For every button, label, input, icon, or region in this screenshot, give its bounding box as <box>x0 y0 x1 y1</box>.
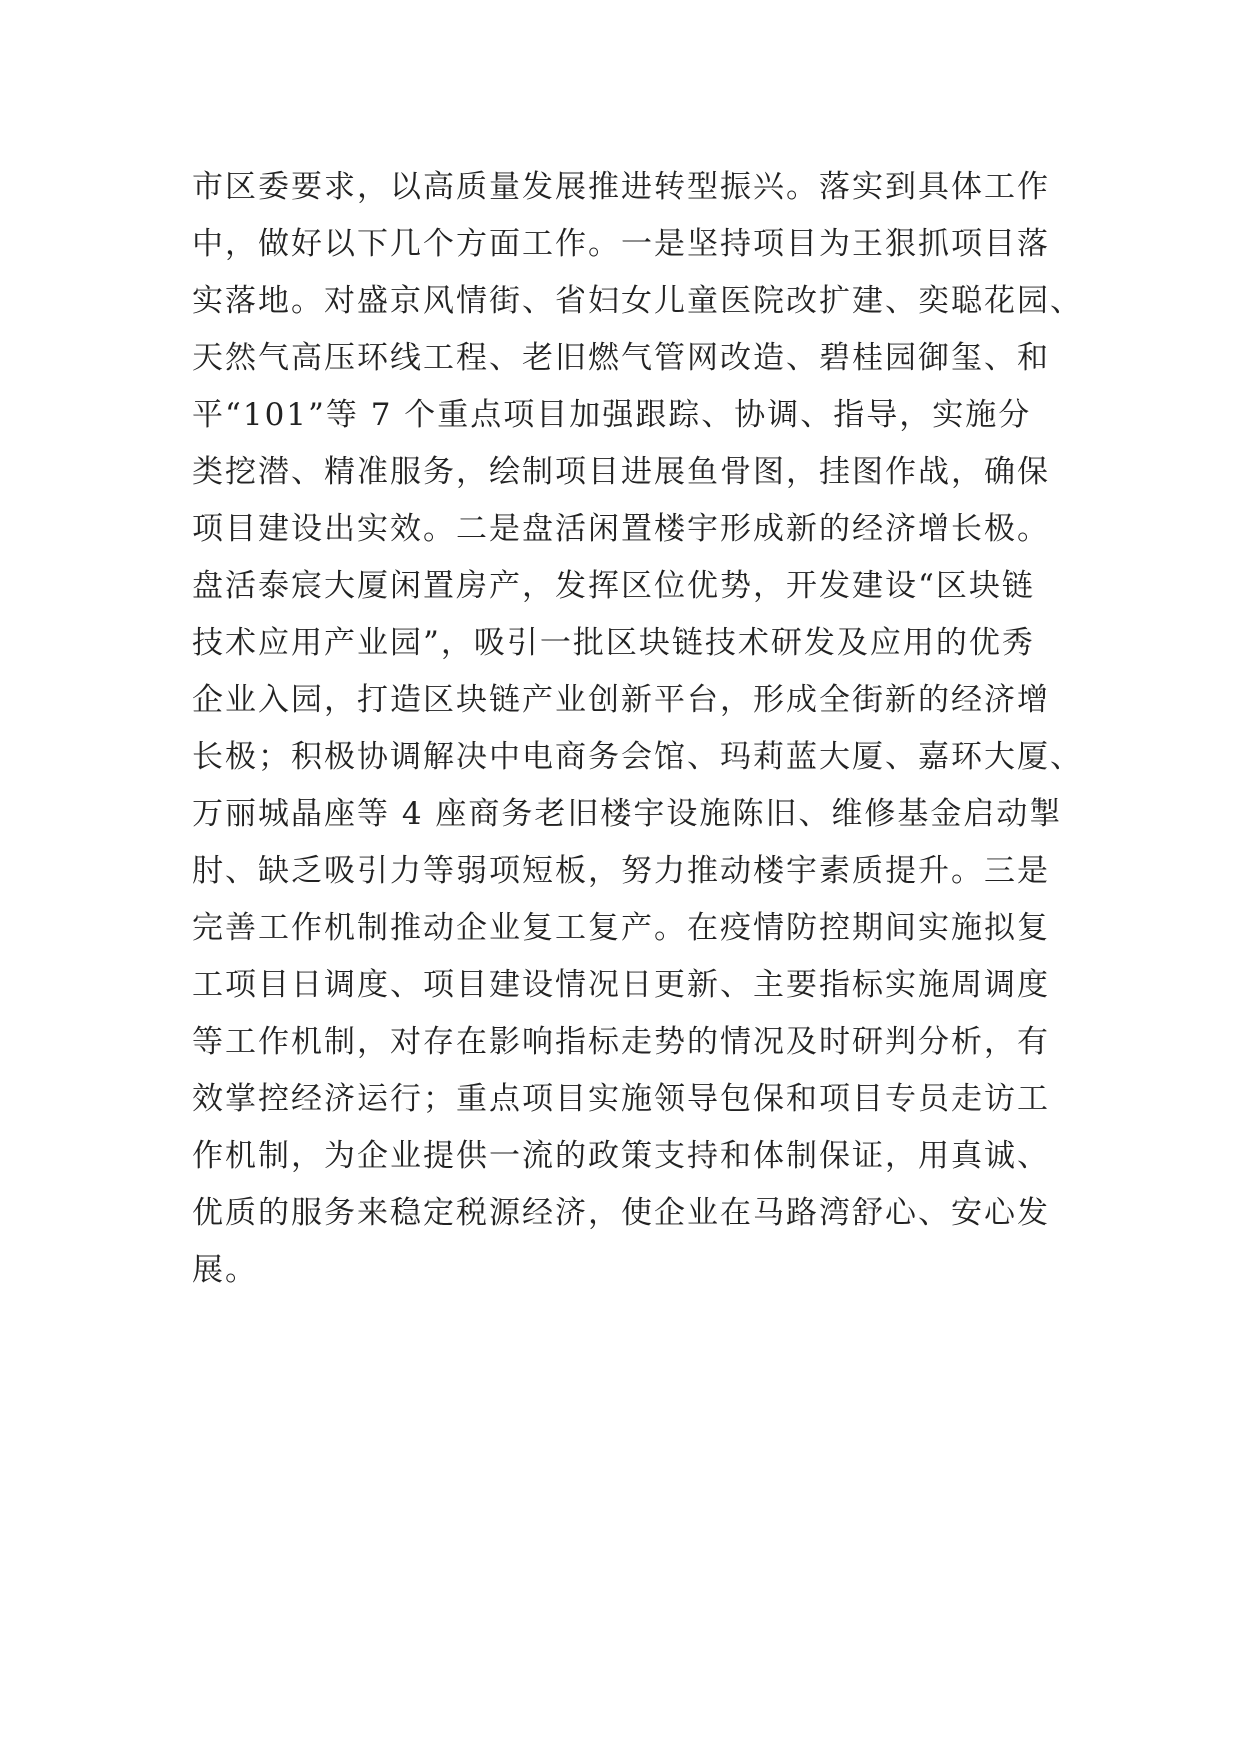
paragraph-line: 市区委要求，以高质量发展推进转型振兴。落实到具体工作 <box>192 169 1050 205</box>
body-paragraph <box>192 159 1092 1299</box>
paragraph-line: 技术应用产业园”，吸引一批区块链技术研发及应用的优秀 <box>192 625 1035 661</box>
paragraph-line: 中，做好以下几个方面工作。一是坚持项目为王狠抓项目落 <box>192 226 1050 262</box>
paragraph-line: 实落地。对盛京风情街、省妇女儿童医院改扩建、奕聪花园、 <box>192 283 1083 319</box>
paragraph-line: 盘活泰宸大厦闲置房产，发挥区位优势，开发建设“区块链 <box>192 568 1035 604</box>
paragraph-line: 项目建设出实效。二是盘活闲置楼宇形成新的经济增长极。 <box>192 511 1050 547</box>
paragraph-line: 展。 <box>192 1252 258 1288</box>
paragraph-line: 类挖潜、精准服务，绘制项目进展鱼骨图，挂图作战，确保 <box>192 454 1050 490</box>
paragraph-line: 万丽城晶座等 4 座商务老旧楼宇设施陈旧、维修基金启动掣 <box>192 796 1063 832</box>
paragraph-line: 工项目日调度、项目建设情况日更新、主要指标实施周调度 <box>192 967 1050 1003</box>
paragraph-line: 企业入园，打造区块链产业创新平台，形成全街新的经济增 <box>192 682 1050 718</box>
paragraph-line: 长极；积极协调解决中电商务会馆、玛莉蓝大厦、嘉环大厦、 <box>192 739 1083 775</box>
paragraph-line: 完善工作机制推动企业复工复产。在疫情防控期间实施拟复 <box>192 910 1050 946</box>
paragraph-line: 肘、缺乏吸引力等弱项短板，努力推动楼宇素质提升。三是 <box>192 853 1050 889</box>
paragraph-line: 作机制，为企业提供一流的政策支持和体制保证，用真诚、 <box>192 1138 1050 1174</box>
paragraph-line: 效掌控经济运行；重点项目实施领导包保和项目专员走访工 <box>192 1081 1050 1117</box>
paragraph-line: 优质的服务来稳定税源经济，使企业在马路湾舒心、安心发 <box>192 1195 1050 1231</box>
paragraph-line: 等工作机制，对存在影响指标走势的情况及时研判分析，有 <box>192 1024 1050 1060</box>
paragraph-line: 天然气高压环线工程、老旧燃气管网改造、碧桂园御玺、和 <box>192 340 1050 376</box>
paragraph-line: 平“101”等 7 个重点项目加强跟踪、协调、指导，实施分 <box>192 397 1032 433</box>
